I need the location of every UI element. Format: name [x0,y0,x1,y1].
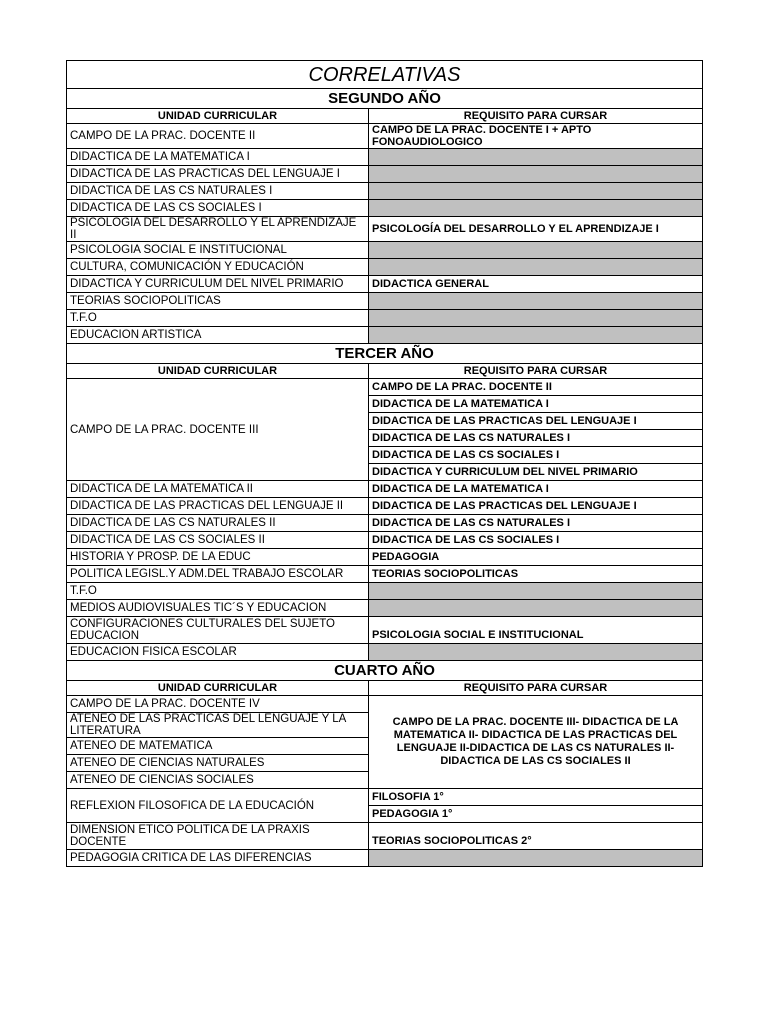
requisito-cell: PSICOLOGIA SOCIAL E INSTITUCIONAL [369,617,703,644]
requisito-cell: PEDAGOGIA [369,549,703,566]
unidad-cell: HISTORIA Y PROSP. DE LA EDUC [67,549,369,566]
unidad-cell: EDUCACION ARTISTICA [67,327,369,344]
requisito-cell: CAMPO DE LA PRAC. DOCENTE I + APTO FONOAUDIOLOGICO [369,124,703,149]
unidad-cell: CULTURA, COMUNICACIÓN Y EDUCACIÓN [67,259,369,276]
empty-requisito-cell [369,644,703,661]
unidad-cell: DIDACTICA DE LAS CS NATURALES II [67,515,369,532]
unidad-cell: ATENEO DE CIENCIAS SOCIALES [67,772,369,789]
unidad-cell: ATENEO DE CIENCIAS NATURALES [67,755,369,772]
column-header-requisito: REQUISITO PARA CURSAR [369,681,703,696]
column-header-unidad: UNIDAD CURRICULAR [67,681,369,696]
section-heading-segundo: SEGUNDO AÑO [67,89,703,109]
empty-requisito-cell [369,200,703,217]
unidad-cell: DIDACTICA DE LAS CS SOCIALES II [67,532,369,549]
unidad-cell: DIMENSION ETICO POLITICA DE LA PRAXIS DOCENTE [67,823,369,850]
correlativas-table [66,60,703,867]
unidad-cell: DIDACTICA DE LA MATEMATICA II [67,481,369,498]
requisito-cell: DIDACTICA DE LAS CS SOCIALES I [369,447,703,464]
unidad-cell: CAMPO DE LA PRAC. DOCENTE III [67,379,369,481]
section-heading-tercero: TERCER AÑO [67,344,703,364]
unidad-cell: TEORIAS SOCIOPOLITICAS [67,293,369,310]
unidad-cell: PSICOLOGIA SOCIAL E INSTITUCIONAL [67,242,369,259]
unidad-cell: EDUCACION FISICA ESCOLAR [67,644,369,661]
empty-requisito-cell [369,183,703,200]
unidad-cell: DIDACTICA DE LAS PRACTICAS DEL LENGUAJE I [67,166,369,183]
column-header-requisito: REQUISITO PARA CURSAR [369,109,703,124]
empty-requisito-cell [369,166,703,183]
unidad-cell: POLITICA LEGISL.Y ADM.DEL TRABAJO ESCOLAR [67,566,369,583]
unidad-cell: ATENEO DE MATEMATICA [67,738,369,755]
unidad-cell: DIDACTICA DE LA MATEMATICA I [67,149,369,166]
empty-requisito-cell [369,850,703,867]
requisito-cell: CAMPO DE LA PRAC. DOCENTE II [369,379,703,396]
unidad-cell: ATENEO DE LAS PRACTICAS DEL LENGUAJE Y LA LITERATURA [67,713,369,738]
unidad-cell: T.F.O [67,310,369,327]
column-header-unidad: UNIDAD CURRICULAR [67,109,369,124]
requisito-cell: PEDAGOGIA 1° [369,806,703,823]
empty-requisito-cell [369,310,703,327]
requisito-cell: DIDACTICA Y CURRICULUM DEL NIVEL PRIMARIO [369,464,703,481]
empty-requisito-cell [369,242,703,259]
unidad-cell: PSICOLOGIA DEL DESARROLLO Y EL APRENDIZAJE II [67,217,369,242]
empty-requisito-cell [369,600,703,617]
unidad-cell: PEDAGOGIA CRITICA DE LAS DIFERENCIAS [67,850,369,867]
empty-requisito-cell [369,259,703,276]
requisito-cell: TEORIAS SOCIOPOLITICAS [369,566,703,583]
document-title: CORRELATIVAS [67,61,703,89]
requisito-cell: PSICOLOGÍA DEL DESARROLLO Y EL APRENDIZAJE I [369,217,703,242]
requisito-cell: FILOSOFIA 1° [369,789,703,806]
column-header-unidad: UNIDAD CURRICULAR [67,364,369,379]
requisito-cell: DIDACTICA DE LAS CS NATURALES I [369,515,703,532]
section-heading-cuarto: CUARTO AÑO [67,661,703,681]
unidad-cell: DIDACTICA DE LAS CS NATURALES I [67,183,369,200]
unidad-cell: CAMPO DE LA PRAC. DOCENTE IV [67,696,369,713]
unidad-cell: DIDACTICA DE LAS PRACTICAS DEL LENGUAJE II [67,498,369,515]
unidad-cell: CONFIGURACIONES CULTURALES DEL SUJETO EDUCACION [67,617,369,644]
column-header-requisito: REQUISITO PARA CURSAR [369,364,703,379]
requisito-cell: DIDACTICA DE LAS CS NATURALES I [369,430,703,447]
requisito-cell: DIDACTICA DE LA MATEMATICA I [369,481,703,498]
unidad-cell: DIDACTICA Y CURRICULUM DEL NIVEL PRIMARIO [67,276,369,293]
requisito-cell: DIDACTICA GENERAL [369,276,703,293]
empty-requisito-cell [369,149,703,166]
unidad-cell: DIDACTICA DE LAS CS SOCIALES I [67,200,369,217]
unidad-cell: CAMPO DE LA PRAC. DOCENTE II [67,124,369,149]
unidad-cell: T.F.O [67,583,369,600]
requisito-cell: CAMPO DE LA PRAC. DOCENTE III- DIDACTICA DE LA MATEMATICA II- DIDACTICA DE LAS PRACTICAS DEL LENGUAJE II-DIDACTICA DE LAS CS NATURALES II-DIDACTICA DE LAS CS SOCIALES II [369,696,703,789]
requisito-cell: TEORIAS SOCIOPOLITICAS 2° [369,823,703,850]
unidad-cell: MEDIOS AUDIOVISUALES TIC´S Y EDUCACION [67,600,369,617]
requisito-cell: DIDACTICA DE LA MATEMATICA I [369,396,703,413]
unidad-cell: REFLEXION FILOSOFICA DE LA EDUCACIÓN [67,789,369,823]
empty-requisito-cell [369,583,703,600]
requisito-cell: DIDACTICA DE LAS CS SOCIALES I [369,532,703,549]
requisito-cell: DIDACTICA DE LAS PRACTICAS DEL LENGUAJE I [369,413,703,430]
empty-requisito-cell [369,293,703,310]
requisito-cell: DIDACTICA DE LAS PRACTICAS DEL LENGUAJE I [369,498,703,515]
empty-requisito-cell [369,327,703,344]
